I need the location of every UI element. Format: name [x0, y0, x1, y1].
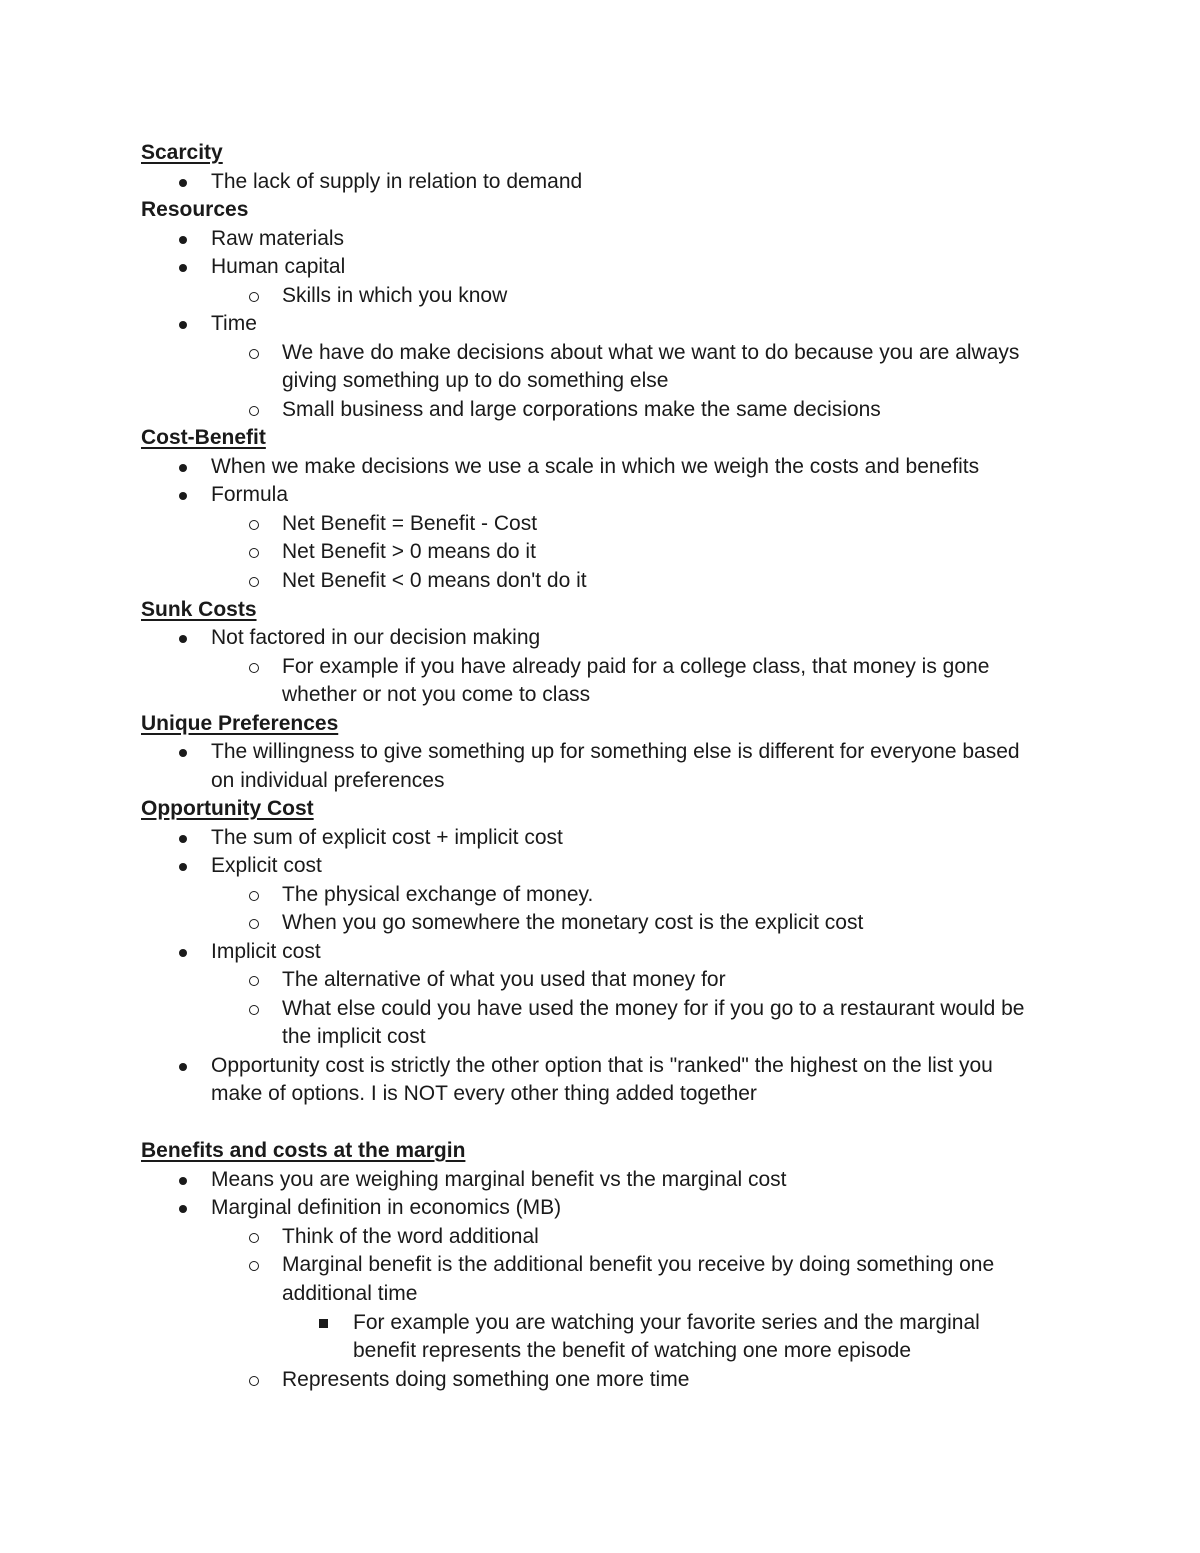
list-item — [0, 938, 1200, 967]
list-item-continuation — [0, 1023, 1200, 1052]
list-item-text: Represents doing something one more time — [282, 1368, 690, 1391]
list-item-continuation — [0, 1280, 1200, 1309]
heading-text: Benefits and costs at the margin — [141, 1139, 466, 1162]
list-item — [0, 1166, 1200, 1195]
list-item-text: Net Benefit = Benefit - Cost — [282, 512, 538, 535]
heading-resources — [141, 196, 1200, 225]
list-item — [0, 310, 1200, 339]
list-item-text: Raw materials — [211, 227, 345, 250]
list-item — [0, 396, 1200, 425]
heading-text: Scarcity — [141, 141, 223, 164]
list-item-text: Time — [211, 312, 257, 335]
list-item-text: Formula — [211, 483, 289, 506]
list-item — [0, 1052, 1200, 1081]
heading-unique-preferences — [141, 710, 1200, 739]
heading-text: Opportunity Cost — [141, 797, 314, 820]
list-item-continuation — [0, 367, 1200, 396]
list-item — [0, 339, 1200, 368]
list-item-text: The alternative of what you used that money for — [282, 968, 726, 991]
heading-text: Sunk Costs — [141, 598, 257, 621]
heading-cost-benefit — [141, 424, 1200, 453]
list-item-text: on individual preferences — [211, 769, 445, 792]
list-item-text: Small business and large corporations make the same decisions — [282, 398, 881, 421]
list-item — [0, 567, 1200, 596]
list-item-text: Opportunity cost is strictly the other option that is "ranked" the highest on the list you — [211, 1054, 993, 1077]
list-item — [0, 1194, 1200, 1223]
heading-text: Unique Preferences — [141, 712, 339, 735]
list-item-text: the implicit cost — [282, 1025, 426, 1048]
list-item-text: Marginal definition in economics (MB) — [211, 1196, 562, 1219]
list-item — [0, 881, 1200, 910]
list-item-continuation — [0, 1337, 1200, 1366]
list-item-text: Skills in which you know — [282, 284, 508, 307]
list-item — [0, 481, 1200, 510]
heading-margin — [141, 1137, 1200, 1166]
list-item-text: additional time — [282, 1282, 418, 1305]
list-item-text: We have do make decisions about what we want to do because you are always — [282, 341, 1020, 364]
heading-scarcity — [141, 139, 1200, 168]
list-item — [0, 1251, 1200, 1280]
list-item-text: giving something up to do something else — [282, 369, 669, 392]
list-item-text: Think of the word additional — [282, 1225, 539, 1248]
list-item-text: For example if you have already paid for a college class, that money is gone — [282, 655, 990, 678]
list-item-text: Means you are weighing marginal benefit vs the marginal cost — [211, 1168, 787, 1191]
list-item-text: Marginal benefit is the additional benefit you receive by doing something one — [282, 1253, 995, 1276]
list-item-continuation — [0, 681, 1200, 710]
list-item — [0, 966, 1200, 995]
list-item — [0, 538, 1200, 567]
list-item-continuation — [0, 1080, 1200, 1109]
heading-opportunity-cost — [141, 795, 1200, 824]
list-item-text: Net Benefit < 0 means don't do it — [282, 569, 587, 592]
list-item-text: When you go somewhere the monetary cost is the explicit cost — [282, 911, 864, 934]
list-item-text: make of options. I is NOT every other thing added together — [211, 1082, 757, 1105]
list-item-text: The willingness to give something up for something else is different for everyone based — [211, 740, 1020, 763]
list-item-text: What else could you have used the money for if you go to a restaurant would be — [282, 997, 1025, 1020]
list-item — [0, 852, 1200, 881]
list-item — [0, 1309, 1200, 1338]
list-item — [0, 168, 1200, 197]
heading-text: Resources — [141, 198, 249, 221]
heading-text: Cost-Benefit — [141, 426, 266, 449]
list-item-text: whether or not you come to class — [282, 683, 591, 706]
list-item — [0, 738, 1200, 767]
list-item — [0, 453, 1200, 482]
list-item — [0, 253, 1200, 282]
list-item — [0, 1366, 1200, 1395]
list-item-text: Human capital — [211, 255, 346, 278]
list-item-text: Implicit cost — [211, 940, 321, 963]
list-item-text: benefit represents the benefit of watching one more episode — [353, 1339, 912, 1362]
list-item — [0, 824, 1200, 853]
list-item — [0, 1223, 1200, 1252]
list-item-text: Explicit cost — [211, 854, 322, 877]
list-item — [0, 225, 1200, 254]
list-item-text: Not factored in our decision making — [211, 626, 541, 649]
list-item-text: The physical exchange of money. — [282, 883, 594, 906]
list-item-text: Net Benefit > 0 means do it — [282, 540, 536, 563]
list-item — [0, 624, 1200, 653]
list-item-text: When we make decisions we use a scale in which we weigh the costs and benefits — [211, 455, 980, 478]
list-item — [0, 510, 1200, 539]
list-item-text: The sum of explicit cost + implicit cost — [211, 826, 563, 849]
list-item-continuation — [0, 767, 1200, 796]
list-item — [0, 653, 1200, 682]
list-item — [0, 282, 1200, 311]
heading-sunk-costs — [141, 596, 1200, 625]
list-item — [0, 909, 1200, 938]
list-item-text: The lack of supply in relation to demand — [211, 170, 583, 193]
list-item-text: For example you are watching your favorite series and the marginal — [353, 1311, 980, 1334]
list-item — [0, 995, 1200, 1024]
